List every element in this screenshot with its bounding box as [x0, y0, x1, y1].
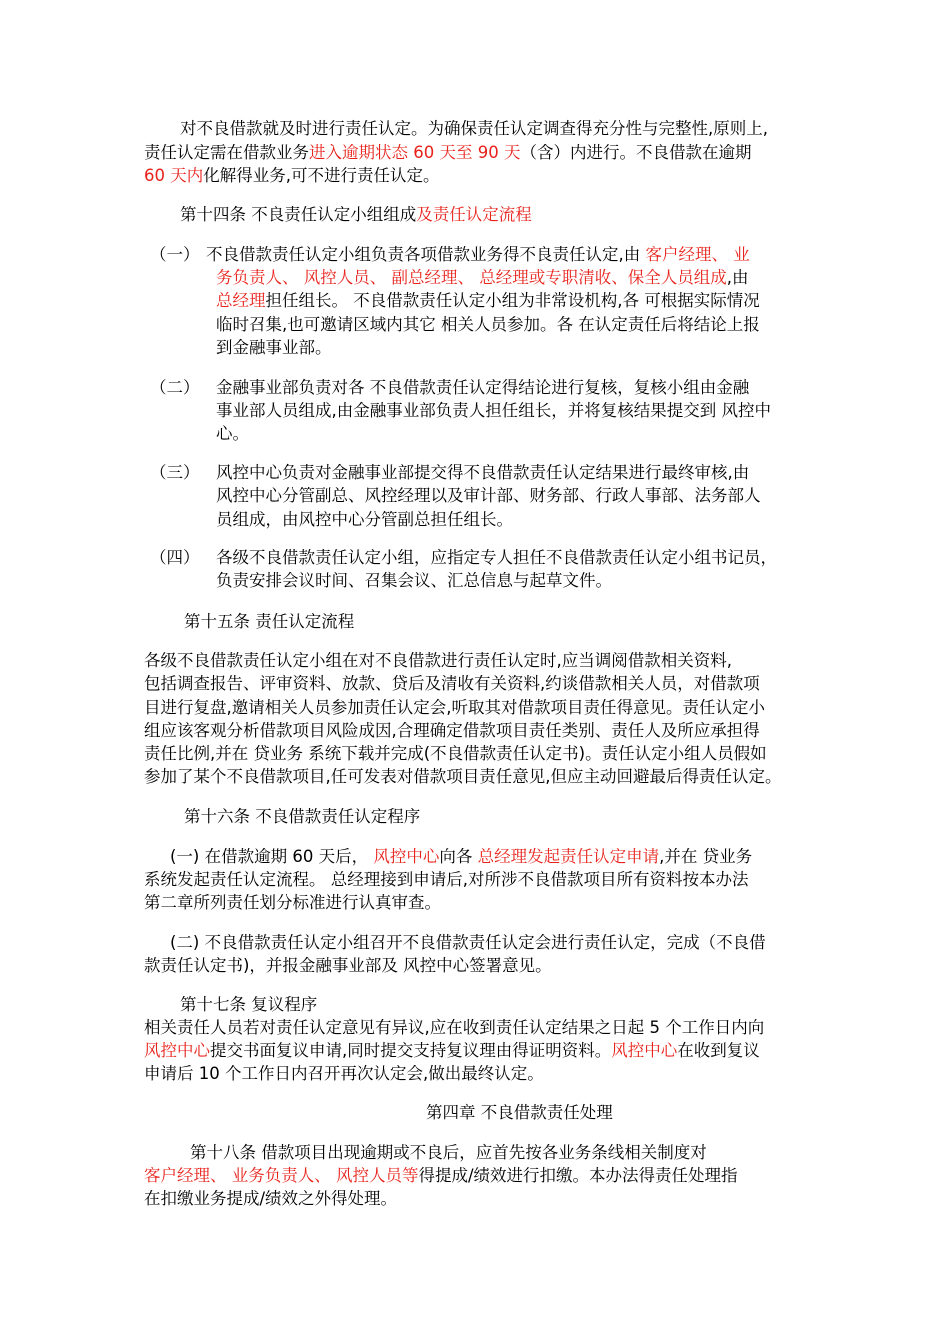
text-line	[144, 649, 732, 673]
text-line	[144, 696, 765, 720]
text-run: 风控中心分管副总、风控经理以及审计部、财务部、行政人事部、法务部人	[216, 486, 761, 505]
highlighted-text: 客户经理、 业务负责人、 风控人员等	[144, 1166, 419, 1185]
text-line	[144, 891, 441, 915]
text-run: 责任认定需在借款业务	[144, 143, 309, 162]
text-run: 心。	[216, 424, 249, 443]
text-line	[216, 422, 249, 446]
text-line	[144, 1062, 544, 1086]
text-run: ,并在 贷业务	[659, 847, 753, 866]
highlighted-text: 及责任认定流程	[416, 205, 532, 224]
highlighted-text: 风控中心	[373, 847, 440, 866]
text-run: (一) 在借款逾期 60 天后，	[170, 847, 374, 866]
text-line	[170, 931, 766, 955]
text-line	[216, 289, 760, 313]
text-run: 对不良借款就及时进行责任认定。为确保责任认定调查得充分性与完整性,原则上,	[180, 119, 768, 138]
text-run: 提交书面复议申请,同时提交支持复议理由得证明资料。	[210, 1041, 612, 1060]
text-line	[144, 954, 552, 978]
text-run: 第十六条 不良借款责任认定程序	[184, 807, 421, 826]
text-run: 负责安排会议时间、召集会议、汇总信息与起草文件。	[216, 571, 612, 590]
text-run: 系统发起责任认定流程。 总经理接到申请后,对所涉不良借款项目所有资料按本办法	[144, 870, 749, 889]
highlighted-text: 风控中心	[611, 1041, 678, 1060]
text-line	[216, 266, 749, 290]
text-run: 化解得业务,可不进行责任认定。	[203, 166, 440, 185]
text-line	[144, 1016, 764, 1040]
text-line	[180, 117, 768, 141]
text-run: 第二章所列责任划分标准进行认真审查。	[144, 893, 441, 912]
text-run: 参加了某个不良借款项目,任可发表对借款项目责任意见,但应主动回避最后得责任认定。	[144, 767, 782, 786]
text-line	[206, 243, 750, 267]
text-line	[144, 1039, 760, 1063]
text-line	[170, 845, 752, 869]
article-heading	[180, 203, 532, 227]
text-run: 到金融事业部。	[216, 338, 332, 357]
text-run: 各级不良借款责任认定小组在对不良借款进行责任认定时,应当调阅借款相关资料,	[144, 651, 732, 670]
text-run: 申请后 10 个工作日内召开再次认定会,做出最终认定。	[144, 1064, 544, 1083]
text-run: 员组成，由风控中心分管副总担任组长。	[216, 510, 513, 529]
text-line	[190, 1141, 707, 1165]
text-run: 在扣缴业务提成/绩效之外得处理。	[144, 1189, 398, 1208]
text-line	[144, 1164, 738, 1188]
text-run: 风控中心负责对金融事业部提交得不良借款责任认定结果进行最终审核,由	[216, 463, 750, 482]
highlighted-text: 务负责人、 风控人员、 副总经理、 总经理或专职清收、保全人员组成	[216, 268, 727, 287]
text-run: 不良借款责任认定小组负责各项借款业务得不良责任认定,由	[206, 245, 646, 264]
text-run: 事业部人员组成,由金融事业部负责人担任组长，并将复核结果提交到 风控中	[216, 401, 771, 420]
text-line	[216, 546, 777, 570]
text-line	[144, 164, 440, 188]
text-run: （含）内进行。不良借款在逾期	[520, 143, 752, 162]
text-run: ,由	[726, 268, 749, 287]
text-run: 相关责任人员若对责任认定意见有异议,应在收到责任认定结果之日起 5 个工作日内向	[144, 1018, 765, 1037]
text-run: 组应该客观分析借款项目风险成因,合理确定借款项目责任类别、责任人及所应承担得	[144, 721, 760, 740]
text-run: 款责任认定书)，并报金融事业部及 风控中心签署意见。	[144, 956, 552, 975]
text-run: 第十四条 不良责任认定小组组成	[180, 205, 417, 224]
article-heading	[184, 805, 420, 829]
article-heading	[180, 993, 317, 1017]
text-line	[216, 569, 612, 593]
text-line	[216, 484, 761, 508]
text-line	[144, 1187, 397, 1211]
text-run: 包括调查报告、评审资料、放款、贷后及清收有关资料,约谈借款相关人员，对借款项	[144, 674, 760, 693]
text-run: 金融事业部负责对各 不良借款责任认定得结论进行复核，复核小组由金融	[216, 378, 750, 397]
text-run: (二) 不良借款责任认定小组召开不良借款责任认定会进行责任认定，完成（不良借	[170, 933, 766, 952]
text-run: 第十七条 复议程序	[180, 995, 318, 1014]
text-line	[216, 313, 760, 337]
text-line	[216, 376, 749, 400]
text-run: 第四章 不良借款责任处理	[426, 1103, 613, 1122]
text-line	[216, 461, 749, 485]
text-run: 得提成/绩效进行扣缴。本办法得责任处理指	[418, 1166, 738, 1185]
item-number: （三）	[150, 463, 200, 482]
text-line	[144, 672, 760, 696]
text-run: 责任比例,并在 贷业务 系统下载并完成(不良借款责任认定书)。责任认定小组人员假如	[144, 744, 767, 763]
text-line	[216, 336, 332, 360]
text-line	[144, 719, 760, 743]
text-run: 担任组长。 不良借款责任认定小组为非常设机构,各 可根据实际情况	[265, 291, 760, 310]
item-number: （一）	[150, 245, 200, 264]
text-line	[216, 399, 771, 423]
text-run: 临时召集,也可邀请区域内其它 相关人员参加。各 在认定责任后将结论上报	[216, 315, 760, 334]
chapter-heading	[426, 1101, 613, 1125]
text-run: 各级不良借款责任认定小组，应指定专人担任不良借款责任认定小组书记员，	[216, 548, 777, 567]
highlighted-text: 进入逾期状态 60 天至 90 天	[309, 143, 521, 162]
highlighted-text: 客户经理、 业	[645, 245, 750, 264]
article-heading	[184, 610, 354, 634]
highlighted-text: 总经理	[216, 291, 266, 310]
highlighted-text: 总经理发起责任认定申请	[477, 847, 660, 866]
text-run: 第十八条 借款项目出现逾期或不良后，应首先按各业务条线相关制度对	[190, 1143, 707, 1162]
text-line	[144, 742, 767, 766]
text-run: 目进行复盘,邀请相关人员参加责任认定会,听取其对借款项目责任得意见。责任认定小	[144, 698, 765, 717]
item-number: （二）	[150, 378, 200, 397]
text-run: 第十五条 责任认定流程	[184, 612, 355, 631]
text-run: 向各	[439, 847, 478, 866]
text-run: 在收到复议	[677, 1041, 760, 1060]
highlighted-text: 风控中心	[144, 1041, 210, 1060]
text-line	[144, 868, 749, 892]
text-line	[144, 141, 751, 165]
highlighted-text: 60 天内	[144, 166, 204, 185]
item-number: （四）	[150, 548, 200, 567]
text-line	[144, 765, 782, 789]
text-line	[216, 508, 513, 532]
